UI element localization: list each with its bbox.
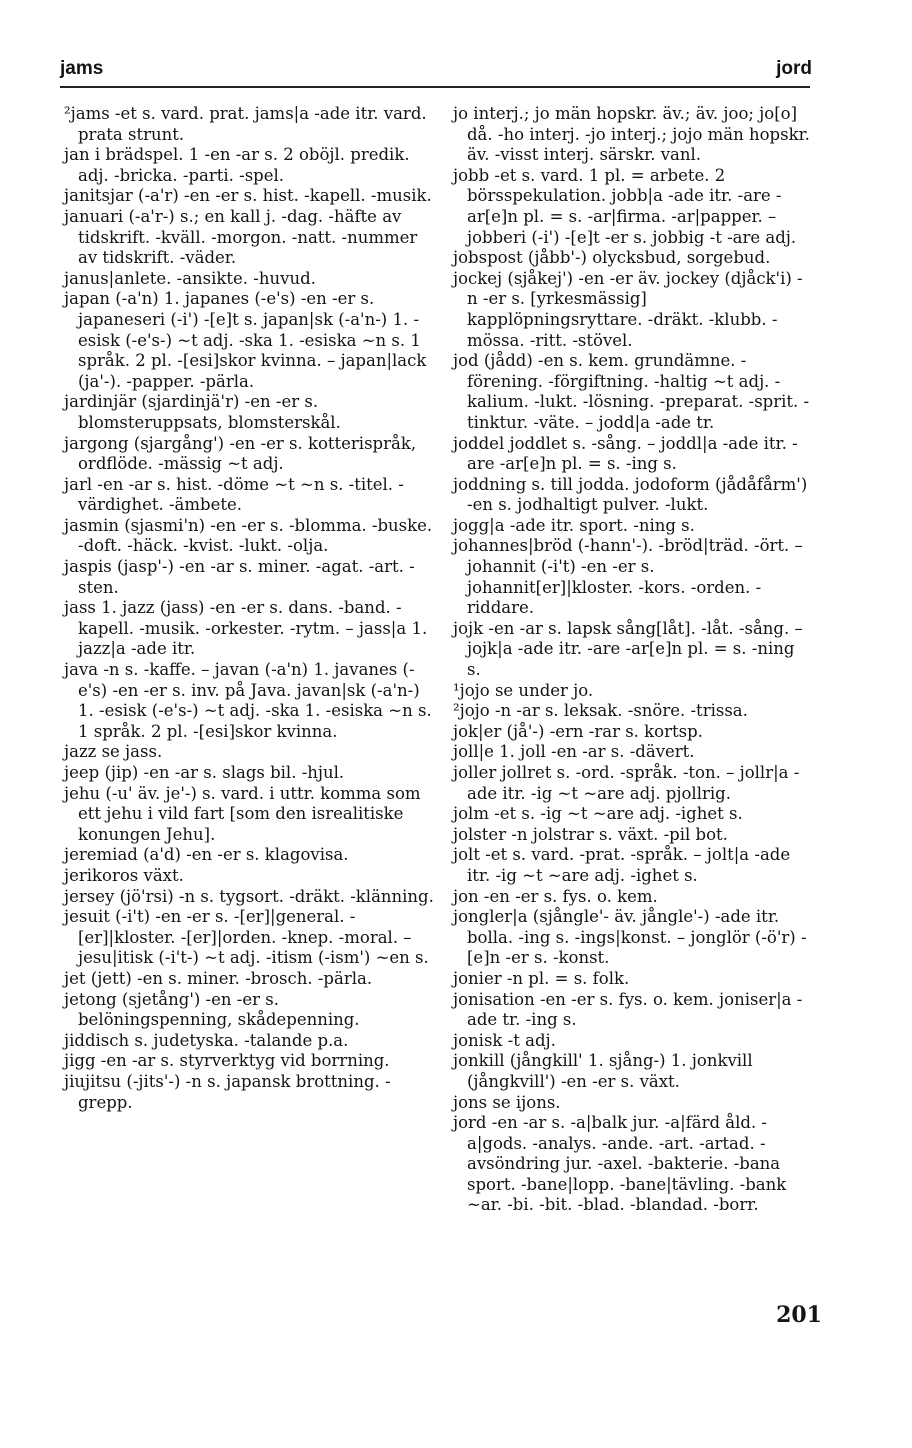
- dictionary-entry: jok|er (jå'-) -ern -rar s. kortsp.: [453, 721, 703, 741]
- dictionary-entry: jon -en -er s. fys. o. kem.: [453, 886, 658, 906]
- dictionary-entry: ¹jojo se under jo.: [453, 680, 594, 700]
- dictionary-entry: jesuit (-i't) -en -er s. -[er]|general. -[er]|kloster. -[er]|orden. -knep. -moral. – jesu|itisk (-i't-) ~t adj. -itism (-ism') ~en s.: [64, 907, 429, 968]
- dictionary-entry: jonier -n pl. = s. folk.: [453, 968, 630, 988]
- dictionary-entry: jogg|a -ade itr. sport. -ning s.: [453, 515, 695, 535]
- dictionary-entry: jetong (sjetång') -en -er s. belöningspenning, skådepenning.: [64, 989, 360, 1030]
- dictionary-entry: jobspost (jåbb'-) olycksbud, sorgebud.: [453, 248, 771, 268]
- dictionary-entry: jigg -en -ar s. styrverktyg vid borrning.: [64, 1051, 390, 1071]
- dictionary-entry: jeep (jip) -en -ar s. slags bil. -hjul.: [64, 763, 345, 782]
- page-number: 201: [776, 1302, 822, 1328]
- running-head-right: jord: [776, 58, 812, 79]
- dictionary-entry: jonisation -en -er s. fys. o. kem. joniser|a -ade tr. -ing s.: [453, 989, 803, 1030]
- dictionary-entry: janitsjar (-a'r) -en -er s. hist. -kapell. -musik.: [64, 186, 432, 206]
- dictionary-entry: jord -en -ar s. -a|balk jur. -a|färd åld. -a|gods. -analys. -ande. -art. -artad. -avsöndring jur. -axel. -bakterie. -bana sport. -bane|lopp. -bane|tävling. -bank ~ar. -bi. -bit. -blad. -blandad. -borr.: [453, 1113, 787, 1215]
- dictionary-entry: joll|e 1. joll -en -ar s. -dävert.: [453, 742, 695, 762]
- dictionary-entry: jarl -en -ar s. hist. -döme ~t ~n s. -titel. -värdighet. -ämbete.: [64, 474, 404, 515]
- dictionary-entry: jongler|a (sjångle'- äv. jångle'-) -ade itr. bolla. -ing s. -ings|konst. – jonglör (-ö'r) -[e]n -er s. -konst.: [453, 907, 807, 968]
- dictionary-entry: joddning s. till jodda. jodoform (jådåfårm') -en s. jodhaltigt pulver. -lukt.: [453, 474, 808, 515]
- dictionary-entry: johannes|bröd (-hann'-). -bröd|träd. -ört. – johannit (-i't) -en -er s. johannit[er]|kloster. -kors. -orden. -riddare.: [453, 536, 803, 618]
- dictionary-entry: jerikoros växt.: [64, 865, 184, 885]
- dictionary-entry: jersey (jö'rsi) -n s. tygsort. -dräkt. -klänning.: [64, 886, 434, 906]
- dictionary-entry: jonisk -t adj.: [453, 1030, 556, 1050]
- dictionary-entry: jiujitsu (-jits'-) -n s. japansk brottning. -grepp.: [64, 1071, 391, 1112]
- dictionary-entry: jass 1. jazz (jass) -en -er s. dans. -band. -kapell. -musik. -orkester. -rytm. – jass|a 1. jazz|a -ade itr.: [64, 598, 428, 659]
- dictionary-entry: jehu (-u' äv. je'-) s. vard. i uttr. komma som ett jehu i vild fart [som den isrealitiske konungen Jehu].: [64, 783, 421, 844]
- dictionary-entry: jojk -en -ar s. lapsk sång[låt]. -låt. -sång. – jojk|a -ade itr. -are -ar[e]n pl. = s. -ning s.: [453, 618, 803, 680]
- dictionary-entry: janus|anlete. -ansikte. -huvud.: [64, 268, 316, 288]
- dictionary-entry: java -n s. -kaffe. – javan (-a'n) 1. javanes (-e's) -en -er s. inv. på Java. javan|sk (-a'n-) 1. -esisk (-e's-) ~t adj. -ska 1. -esiska ~n s. 1 språk. 2 pl. -[esi]skor kvinna.: [64, 660, 432, 741]
- dictionary-entry: jolm -et s. -ig ~t ~are adj. -ighet s.: [453, 804, 743, 824]
- dictionary-entry: jiddisch s. judetyska. -talande p.a.: [64, 1030, 349, 1050]
- dictionary-entry: jan i brädspel. 1 -en -ar s. 2 oböjl. predik. adj. -bricka. -parti. -spel.: [64, 145, 410, 185]
- dictionary-entry: jons se ijons.: [453, 1092, 561, 1112]
- dictionary-entry: jolster -n jolstrar s. växt. -pil bot.: [453, 824, 728, 844]
- dictionary-entry: jonkill (jångkill' 1. sjång-) 1. jonkvill (jångkvill') -en -er s. växt.: [453, 1051, 753, 1091]
- dictionary-entry: jet (jett) -en s. miner. -brosch. -pärla.: [64, 968, 373, 988]
- dictionary-entry: jo interj.; jo män hopskr. äv.; äv. joo; jo[o] då. -ho interj. -jo interj.; jojo män hopskr. äv. -visst interj. särskr. vanl.: [453, 104, 810, 165]
- left-column: [64, 104, 436, 1113]
- right-column: [453, 104, 813, 1216]
- dictionary-entry: jeremiad (a'd) -en -er s. klagovisa.: [64, 845, 349, 865]
- dictionary-entry: jaspis (jasp'-) -en -ar s. miner. -agat. -art. -sten.: [64, 557, 415, 597]
- dictionary-entry: ²jams -et s. vard. prat. jams|a -ade itr. vard. prata strunt.: [64, 104, 427, 144]
- dictionary-entry: jargong (sjargång') -en -er s. kotterispråk, ordflöde. -mässig ~t adj.: [64, 433, 417, 474]
- running-head-left: jams: [60, 58, 104, 79]
- dictionary-entry: januari (-a'r-) s.; en kall j. -dag. -häfte av tidskrift. -kväll. -morgon. -natt. -nummer av tidskrift. -väder.: [64, 206, 418, 268]
- dictionary-entry: jazz se jass.: [64, 742, 163, 762]
- dictionary-entry: jasmin (sjasmi'n) -en -er s. -blomma. -buske. -doft. -häck. -kvist. -lukt. -olja.: [64, 515, 433, 556]
- dictionary-entry: jockej (sjåkej') -en -er äv. jockey (djåck'i) -n -er s. [yrkesmässig] kapplöpningsryttare. -dräkt. -klubb. -mössa. -ritt. -stövel.: [453, 268, 803, 350]
- dictionary-entry: jobb -et s. vard. 1 pl. = arbete. 2 börsspekulation. jobb|a -ade itr. -are -ar[e]n pl. = s. -ar|firma. -ar|papper. – jobberi (-i') -[e]t -er s. jobbig -t -are adj.: [453, 165, 797, 247]
- header-rule: [60, 86, 810, 88]
- dictionary-entry: japan (-a'n) 1. japanes (-e's) -en -er s. japaneseri (-i') -[e]t s. japan|sk (-a'n-) 1. -esisk (-e's-) ~t adj. -ska 1. -esiska ~n s. 1 språk. 2 pl. -[esi]skor kvinna. – japan|lack (ja'-). -papper. -pärla.: [64, 289, 427, 391]
- dictionary-entry: jod (jådd) -en s. kem. grundämne. -förening. -förgiftning. -haltig ~t adj. -kalium. -lukt. -lösning. -preparat. -sprit. -tinktur. -väte. – jodd|a -ade tr.: [453, 351, 810, 432]
- dictionary-entry: ²jojo -n -ar s. leksak. -snöre. -trissa.: [453, 701, 748, 721]
- dictionary-entry: jolt -et s. vard. -prat. -språk. – jolt|a -ade itr. -ig ~t ~are adj. -ighet s.: [453, 845, 791, 885]
- dictionary-entry: joddel joddlet s. -sång. – joddl|a -ade itr. -are -ar[e]n pl. = s. -ing s.: [453, 433, 798, 474]
- dictionary-entry: joller jollret s. -ord. -språk. -ton. – jollr|a -ade itr. -ig ~t ~are adj. pjollrig.: [453, 763, 800, 803]
- dictionary-entry: jardinjär (sjardinjä'r) -en -er s. blomsteruppsats, blomsterskål.: [64, 392, 341, 432]
